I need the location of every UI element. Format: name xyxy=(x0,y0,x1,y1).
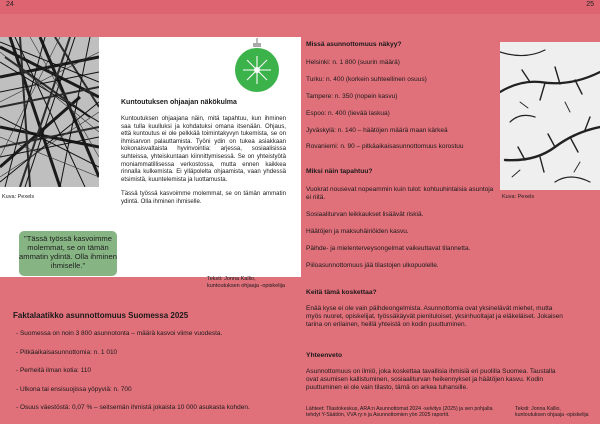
fact-box-list xyxy=(16,330,250,423)
summary-text: Asunnottomuus on ilmiö, joka koskettaa tavallisia ihmisiä eri puolilla Suomea. Taustalla ovat asumisen kallistuminen, sosiaaliturvan heikennykset ja häätöjen kasvu. Kodin puuttuminen ei ole vain tilasto, tämä on arkea tuhansille. xyxy=(306,368,556,391)
right-author-credit xyxy=(515,406,599,418)
counselor-paragraph: Kuntoutuksen ohjaajana näin, mitä tapahtuu, kun ihminen saa tulla kuulluksi ja kohdatuksi omana itsenään. Ohjaus, että kuntoutus ei ole pelkkää toimintakyvyn tukemista, se on ihmisarvon palauttamista. Työni ydin on tukea asiakkaan kokonaisvaltaista hyvinvointia: arjessa, sosiaalisissa suhteissa, yhteiskuntaan kiinnittymisessä. Se on yhteistyötä moniammatillisessa verkostossa, mutta ennen kaikkea rinnalla kulkemista. Ei ylläpolelta ohjaamista, vaan yhdessä etsimistä, kuuntelemista ja luottamusta. xyxy=(121,115,286,183)
fact-item: - Perheitä ilman kotia: 110 xyxy=(16,367,92,374)
frosty-branches-photo xyxy=(500,42,600,190)
fact-box-title: Faktalaatikko asunnottomuus Suomessa 2025 xyxy=(13,311,189,320)
christmas-ornament-icon xyxy=(232,38,282,96)
counselor-paragraph: Tässä työssä kasvoimme molemmat, se on tämän ammatin ydintä. Olla ihminen ihmiselle. xyxy=(121,190,286,205)
visibility-item: Tampere: n. 350 (nopein kasvu) xyxy=(306,93,398,100)
visibility-item: Helsinki: n. 1 800 (suurin määrä) xyxy=(306,59,400,66)
why-heading: Miksi näin tapahtuu? xyxy=(306,168,373,175)
author-credit-line: kuntoutuksen ohjaaja -opiskelija xyxy=(515,412,589,419)
why-item: Sosiaaliturvan leikkaukset lisäävät riskiä. xyxy=(306,211,424,218)
page-number-left: 24 xyxy=(6,1,14,8)
visibility-item: Turku: n. 400 (korkein suhteellinen osuus) xyxy=(306,76,427,83)
visibility-item: Jyväskylä: n. 140 – häätöjen määrä maan kärkeä xyxy=(306,127,448,134)
fact-item: - Osuus väestöstä: 0,07 % – seitsemän ihmistä jokaista 10 000 asukasta kohden. xyxy=(16,404,250,411)
left-photo-caption: Kuva: Pexels xyxy=(2,194,35,200)
fact-item: - Pitkäaikaisasunnottomia: n. 1 010 xyxy=(16,348,118,356)
author-credit xyxy=(207,276,307,290)
page-number-right: 25 xyxy=(586,1,594,8)
top-bar xyxy=(0,0,600,14)
why-item: Vuokrat nousevat nopeammin kuin tulot: kohtuuhintaisia asuntoja ei riitä. xyxy=(306,186,494,201)
visibility-item: Rovaniemi: n. 90 – pitkäaikaisasunnottomuus korostuu xyxy=(306,143,464,150)
why-item: Päihde- ja mielenterveysongelmat vaikeuttavat tilannetta. xyxy=(306,245,471,252)
who-heading: Keitä tämä koskettaa? xyxy=(306,289,377,296)
counselor-heading: Kuntoutuksen ohjaajan näkökulma xyxy=(121,99,237,106)
fact-item: - Ulkona tai ensisuojissa yöpyviä: n. 700 xyxy=(16,385,132,393)
counselor-text xyxy=(121,115,286,206)
quote-box: "Tässä työssä kasvoimme molemmat, se on tämän ammatin ydintä. Olla ihminen ihmiselle." xyxy=(19,231,117,276)
visibility-heading: Missä asunnottomuus näkyy? xyxy=(306,41,402,48)
who-text: Enää kyse ei ole vain päihdeongelmista. Asunnottomia ovat yksinelävät miehet, mutta myös nuoret, opiskelijat, työssäkäyvät pienituloiset, yksinhuoltajat ja eläkeläiset. Jokaisen tarina on erilainen, heillä yhteistä on kodin puuttuminen. xyxy=(306,305,563,328)
sources-note: Lähteet: Tilastokeskus, ARA:n Asunnottomat 2024 -selvitys (2025) ja sen pohjalta tehdyt Y-Säätiön, VVA ry:n ja Asunnottomien yön 2025 raportit. xyxy=(306,406,493,419)
author-credit-line: Teksti: Jonna Kallio, xyxy=(207,276,256,282)
author-credit-line: Teksti: Jonna Kallio, xyxy=(515,406,561,412)
why-item: Piiloasunnottomuus jää tilastojen ulkopuolelle. xyxy=(306,262,439,269)
pine-branches-photo xyxy=(0,37,99,187)
why-item: Häätöjen ja maksuhäiriöiden kasvu. xyxy=(306,228,409,235)
fact-item: - Suomessa on noin 3 800 asunnotonta – määrä kasvoi viime vuodesta. xyxy=(16,330,223,337)
visibility-item: Espoo: n. 400 (lievää laskua) xyxy=(306,110,390,117)
right-photo-caption: Kuva: Pexels xyxy=(502,194,535,200)
summary-heading: Yhteenveto xyxy=(306,352,343,359)
author-credit-line: kuntoutuksen ohjaaja -opiskelija xyxy=(207,282,285,289)
